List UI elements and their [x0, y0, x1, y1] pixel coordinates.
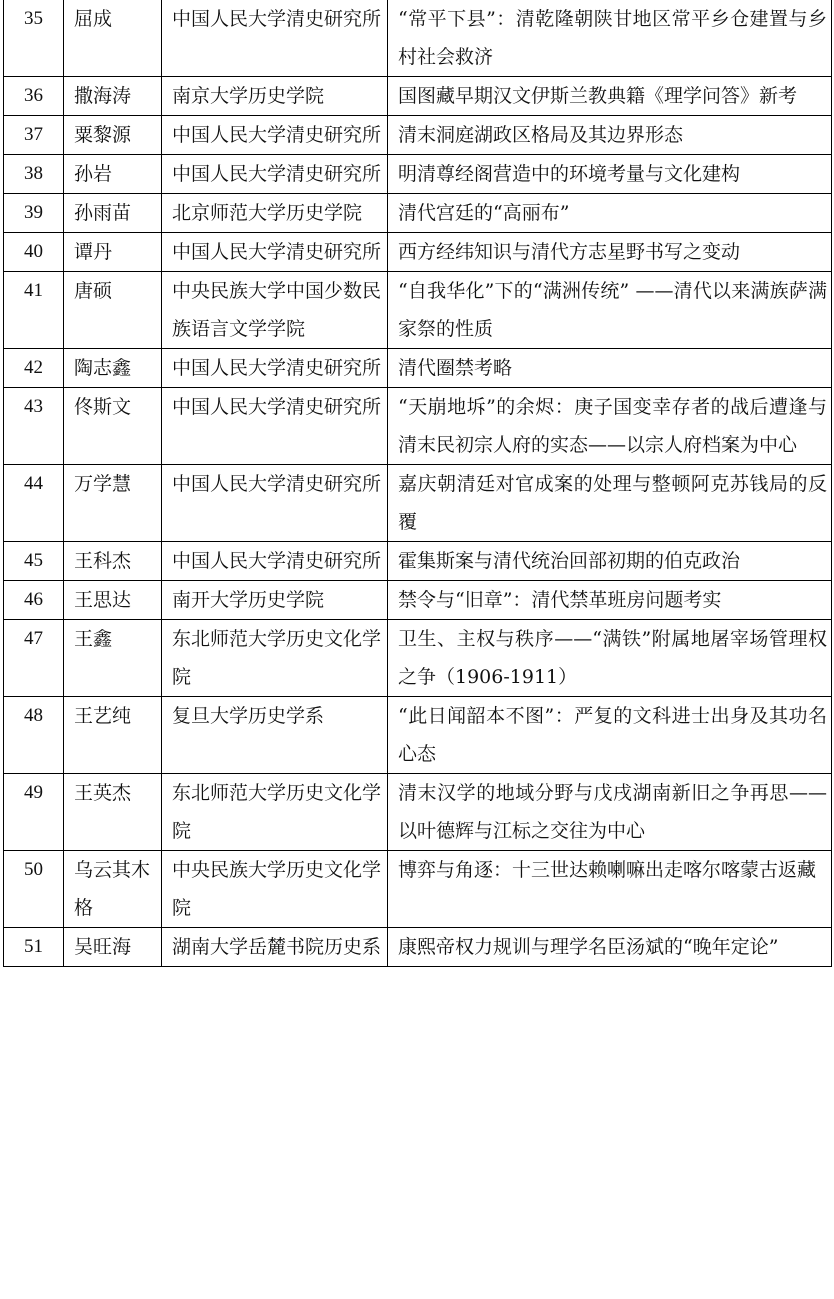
- institution: 中央民族大学历史文化学院: [162, 851, 388, 928]
- paper-title: 清代圈禁考略: [388, 349, 832, 388]
- paper-title: “自我华化”下的“满洲传统” ——清代以来满族萨满家祭的性质: [388, 272, 832, 349]
- institution: 南京大学历史学院: [162, 77, 388, 116]
- table-row: [4, 774, 832, 851]
- participant-table: [3, 0, 832, 967]
- table-row: [4, 77, 832, 116]
- paper-title: 禁令与“旧章”：清代禁革班房问题考实: [388, 581, 832, 620]
- paper-title: 康熙帝权力规训与理学名臣汤斌的“晚年定论”: [388, 928, 832, 967]
- row-number: 40: [4, 233, 64, 272]
- table-row: [4, 620, 832, 697]
- author-name: 陶志鑫: [64, 349, 162, 388]
- author-name: 唐硕: [64, 272, 162, 349]
- table-row: [4, 116, 832, 155]
- author-name: 王科杰: [64, 542, 162, 581]
- institution: 中国人民大学清史研究所: [162, 349, 388, 388]
- paper-title: 明清尊经阁营造中的环境考量与文化建构: [388, 155, 832, 194]
- table-row: [4, 928, 832, 967]
- institution: 南开大学历史学院: [162, 581, 388, 620]
- author-name: 谭丹: [64, 233, 162, 272]
- table-row: [4, 388, 832, 465]
- author-name: 王鑫: [64, 620, 162, 697]
- paper-title: 卫生、主权与秩序——“满铁”附属地屠宰场管理权之争（1906-1911）: [388, 620, 832, 697]
- paper-title: 嘉庆朝清廷对官成案的处理与整顿阿克苏钱局的反覆: [388, 465, 832, 542]
- paper-title: 博弈与角逐：十三世达赖喇嘛出走喀尔喀蒙古返藏: [388, 851, 832, 928]
- table-row: [4, 194, 832, 233]
- institution: 东北师范大学历史文化学院: [162, 774, 388, 851]
- author-name: 撒海涛: [64, 77, 162, 116]
- table-row: [4, 542, 832, 581]
- row-number: 44: [4, 465, 64, 542]
- paper-title: 清代宫廷的“高丽布”: [388, 194, 832, 233]
- row-number: 35: [4, 0, 64, 77]
- row-number: 38: [4, 155, 64, 194]
- paper-title: 西方经纬知识与清代方志星野书写之变动: [388, 233, 832, 272]
- institution: 中国人民大学清史研究所: [162, 388, 388, 465]
- row-number: 45: [4, 542, 64, 581]
- table-row: [4, 233, 832, 272]
- row-number: 51: [4, 928, 64, 967]
- table-row: [4, 697, 832, 774]
- row-number: 47: [4, 620, 64, 697]
- row-number: 49: [4, 774, 64, 851]
- table-row: [4, 581, 832, 620]
- author-name: 王艺纯: [64, 697, 162, 774]
- author-name: 乌云其木格: [64, 851, 162, 928]
- institution: 中国人民大学清史研究所: [162, 0, 388, 77]
- paper-title: 国图藏早期汉文伊斯兰教典籍《理学问答》新考: [388, 77, 832, 116]
- institution: 中国人民大学清史研究所: [162, 155, 388, 194]
- row-number: 39: [4, 194, 64, 233]
- table-row: [4, 851, 832, 928]
- author-name: 粟黎源: [64, 116, 162, 155]
- institution: 中国人民大学清史研究所: [162, 233, 388, 272]
- institution: 中国人民大学清史研究所: [162, 116, 388, 155]
- institution: 中央民族大学中国少数民族语言文学学院: [162, 272, 388, 349]
- row-number: 43: [4, 388, 64, 465]
- author-name: 万学慧: [64, 465, 162, 542]
- paper-title: 清末汉学的地域分野与戊戌湖南新旧之争再思——以叶德辉与江标之交往为中心: [388, 774, 832, 851]
- author-name: 王英杰: [64, 774, 162, 851]
- row-number: 41: [4, 272, 64, 349]
- row-number: 46: [4, 581, 64, 620]
- author-name: 佟斯文: [64, 388, 162, 465]
- table-row: [4, 465, 832, 542]
- row-number: 50: [4, 851, 64, 928]
- institution: 湖南大学岳麓书院历史系: [162, 928, 388, 967]
- paper-title: 霍集斯案与清代统治回部初期的伯克政治: [388, 542, 832, 581]
- institution: 复旦大学历史学系: [162, 697, 388, 774]
- paper-title: 清末洞庭湖政区格局及其边界形态: [388, 116, 832, 155]
- paper-title: “常平下县”：清乾隆朝陕甘地区常平乡仓建置与乡村社会救济: [388, 0, 832, 77]
- table-row: [4, 349, 832, 388]
- author-name: 王思达: [64, 581, 162, 620]
- institution: 北京师范大学历史学院: [162, 194, 388, 233]
- institution: 中国人民大学清史研究所: [162, 465, 388, 542]
- paper-title: “天崩地坼”的余烬：庚子国变幸存者的战后遭逢与清末民初宗人府的实态——以宗人府档案为中心: [388, 388, 832, 465]
- table-row: [4, 0, 832, 77]
- row-number: 36: [4, 77, 64, 116]
- row-number: 42: [4, 349, 64, 388]
- author-name: 孙岩: [64, 155, 162, 194]
- row-number: 48: [4, 697, 64, 774]
- author-name: 屈成: [64, 0, 162, 77]
- institution: 东北师范大学历史文化学院: [162, 620, 388, 697]
- table-row: [4, 155, 832, 194]
- table-row: [4, 272, 832, 349]
- table-body: [4, 0, 832, 967]
- author-name: 孙雨苗: [64, 194, 162, 233]
- author-name: 吴旺海: [64, 928, 162, 967]
- institution: 中国人民大学清史研究所: [162, 542, 388, 581]
- row-number: 37: [4, 116, 64, 155]
- paper-title: “此日闻韶本不图”：严复的文科进士出身及其功名心态: [388, 697, 832, 774]
